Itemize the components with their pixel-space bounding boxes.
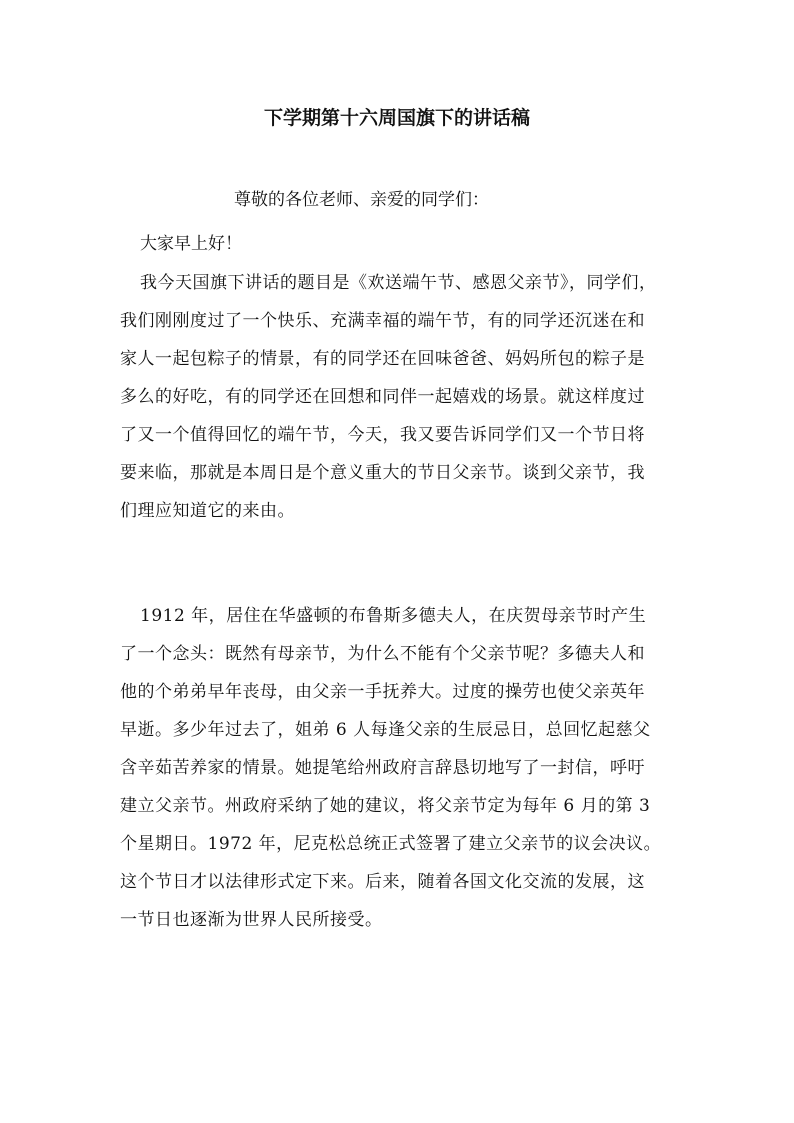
text-line: 了一个念头：既然有母亲节，为什么不能有个父亲节呢？多德夫人和 (120, 644, 645, 664)
text-line: 个星期日。1972 年，尼克松总统正式签署了建立父亲节的议会决议。 (120, 834, 662, 854)
paragraph-fathers-day-history (120, 597, 680, 939)
text-line: 家人一起包粽子的情景，有的同学还在回味爸爸、妈妈所包的粽子是 (120, 349, 645, 369)
document-title: 下学期第十六周国旗下的讲话稿 (263, 107, 530, 129)
text-line: 建立父亲节。州政府采纳了她的建议，将父亲节定为每年 6 月的第 3 (120, 796, 651, 816)
text-line: 一节日也逐渐为世界人民所接受。 (120, 910, 383, 930)
text-line: 这个节日才以法律形式定下来。后来，随着各国文化交流的发展，这 (120, 872, 645, 892)
text-line: 们理应知道它的来由。 (120, 501, 295, 521)
text-line: 多么的好吃，有的同学还在回想和同伴一起嬉戏的场景。就这样度过 (120, 387, 645, 407)
text-line: 早逝。多少年过去了，姐弟 6 人每逢父亲的生辰忌日，总回忆起慈父 (120, 720, 651, 740)
salutation: 尊敬的各位老师、亲爱的同学们： (234, 190, 489, 210)
text-line: 他的个弟弟早年丧母，由父亲一手抚养大。过度的操劳也使父亲英年 (120, 682, 645, 702)
text-line: 我们刚刚度过了一个快乐、充满幸福的端午节，有的同学还沉迷在和 (120, 311, 645, 331)
greeting: 大家早上好！ (140, 234, 242, 254)
text-line: 含辛茹苦养家的情景。她提笔给州政府言辞恳切地写了一封信，呼吁 (120, 758, 645, 778)
text-line: 要来临，那就是本周日是个意义重大的节日父亲节。谈到父亲节，我 (120, 463, 645, 483)
text-line: 了又一个值得回忆的端午节，今天，我又要告诉同学们又一个节日将 (120, 425, 645, 445)
text-line: 1912 年，居住在华盛顿的布鲁斯多德夫人，在庆贺母亲节时产生 (140, 606, 647, 626)
paragraph-festival-intro (120, 264, 680, 530)
text-line: 我今天国旗下讲话的题目是《欢送端午节、感恩父亲节》，同学们， (140, 273, 657, 293)
